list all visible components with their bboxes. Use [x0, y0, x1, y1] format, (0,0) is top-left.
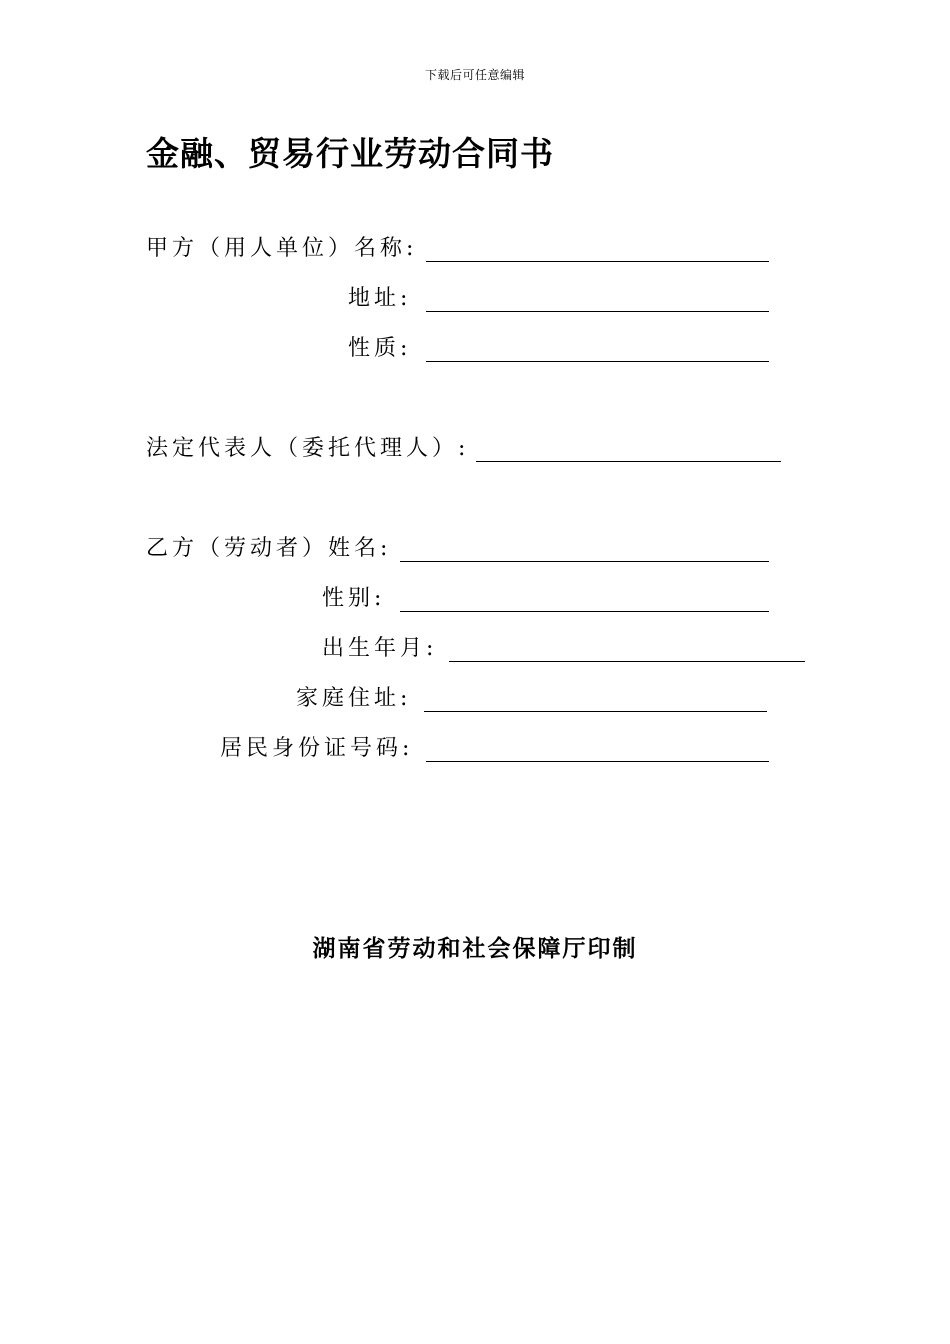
employer-address-field[interactable] — [426, 311, 769, 312]
legal-rep-row — [0, 434, 950, 464]
employee-gender-row — [0, 584, 950, 614]
employee-name-row — [0, 534, 950, 564]
employer-address-label: 地址: — [348, 286, 412, 311]
employee-gender-label: 性别: — [322, 586, 386, 611]
employee-name-field[interactable] — [400, 561, 769, 562]
employee-home-label: 家庭住址: — [296, 686, 412, 711]
employer-nature-row — [0, 334, 950, 364]
employee-home-field[interactable] — [424, 711, 767, 712]
employer-name-row — [0, 234, 950, 264]
employee-birth-field[interactable] — [449, 661, 805, 662]
header-note: 下载后可任意编辑 — [424, 68, 525, 82]
legal-rep-label: 法定代表人（委托代理人）: — [146, 436, 470, 461]
employee-home-row — [0, 684, 950, 714]
employer-address-row — [0, 284, 950, 314]
employee-id-row — [0, 734, 950, 764]
legal-rep-field[interactable] — [476, 461, 781, 462]
employee-birth-row — [0, 634, 950, 664]
employee-gender-field[interactable] — [400, 611, 769, 612]
employee-birth-label: 出生年月: — [322, 636, 438, 661]
employer-nature-label: 性质: — [348, 336, 412, 361]
employer-name-label: 甲方（用人单位）名称: — [146, 236, 418, 261]
employee-name-label: 乙方（劳动者）姓名: — [146, 536, 392, 561]
document-title: 金融、贸易行业劳动合同书 — [146, 134, 554, 173]
employer-nature-field[interactable] — [426, 361, 769, 362]
issuing-organization: 湖南省劳动和社会保障厅印制 — [312, 935, 638, 962]
employee-id-label: 居民身份证号码: — [220, 736, 414, 761]
employer-name-field[interactable] — [426, 261, 769, 262]
employee-id-field[interactable] — [426, 761, 769, 762]
